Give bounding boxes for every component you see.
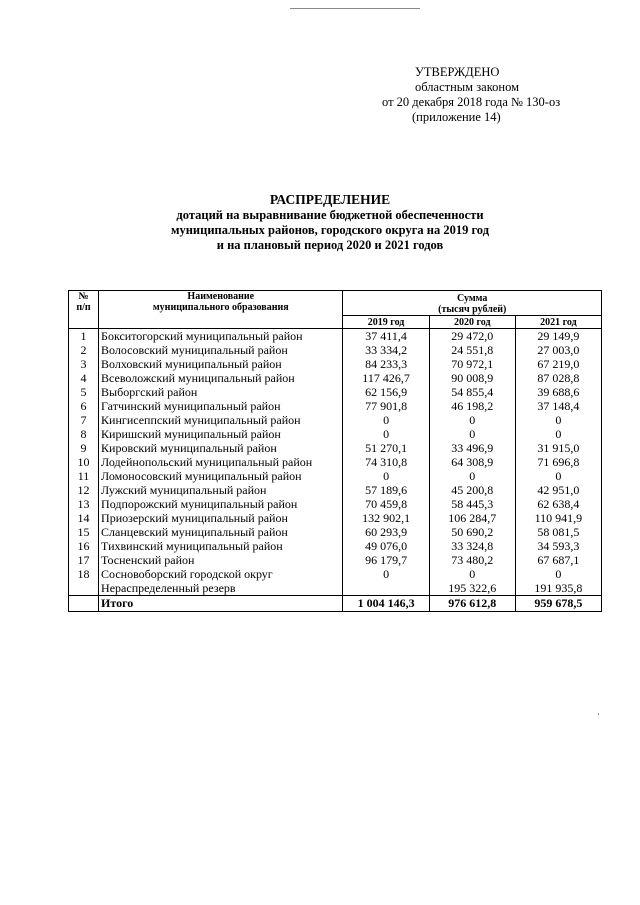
row-value-2019 <box>343 581 429 596</box>
row-value-2020: 0 <box>429 427 515 441</box>
table-row <box>69 399 602 413</box>
row-name: Волосовский муниципальный район <box>99 343 343 357</box>
row-number: 18 <box>69 567 99 581</box>
row-name: Лодейнопольский муниципальный район <box>99 455 343 469</box>
row-value-2021: 29 149,9 <box>515 329 601 344</box>
row-value-2019: 132 902,1 <box>343 511 429 525</box>
table-row <box>69 483 602 497</box>
row-number: 9 <box>69 441 99 455</box>
row-name: Тосненский район <box>99 553 343 567</box>
table-row <box>69 371 602 385</box>
header-year-2021: 2021 год <box>515 316 601 329</box>
header-number-abbr: п/п <box>76 302 91 313</box>
row-name: Кингисеппский муниципальный район <box>99 413 343 427</box>
approval-line-4: (приложение 14) <box>412 110 501 124</box>
row-value-2020: 29 472,0 <box>429 329 515 344</box>
row-number: 11 <box>69 469 99 483</box>
row-name: Всеволожский муниципальный район <box>99 371 343 385</box>
header-year-2019: 2019 год <box>343 316 429 329</box>
row-value-2020: 58 445,3 <box>429 497 515 511</box>
row-value-2019: 117 426,7 <box>343 371 429 385</box>
total-row <box>69 596 602 612</box>
row-value-2020: 106 284,7 <box>429 511 515 525</box>
approval-line-3: от 20 декабря 2018 года № 130-оз <box>382 95 561 109</box>
row-value-2020: 33 324,8 <box>429 539 515 553</box>
header-name <box>99 291 343 329</box>
row-value-2020: 54 855,4 <box>429 385 515 399</box>
total-2021: 959 678,5 <box>515 596 601 612</box>
row-name: Сосновоборский городской округ <box>99 567 343 581</box>
row-value-2019: 49 076,0 <box>343 539 429 553</box>
table-row <box>69 343 602 357</box>
row-value-2019: 51 270,1 <box>343 441 429 455</box>
row-number: 7 <box>69 413 99 427</box>
table-row <box>69 455 602 469</box>
row-value-2021: 62 638,4 <box>515 497 601 511</box>
total-label: Итого <box>99 596 343 612</box>
row-value-2020: 90 008,9 <box>429 371 515 385</box>
row-number: 8 <box>69 427 99 441</box>
row-value-2020: 50 690,2 <box>429 525 515 539</box>
row-value-2021: 0 <box>515 469 601 483</box>
total-2019: 1 004 146,3 <box>343 596 429 612</box>
document-title <box>60 192 600 253</box>
approval-stamp <box>370 65 630 125</box>
row-name: Нераспределенный резерв <box>99 581 343 596</box>
table-row <box>69 357 602 371</box>
header-sum-line-2: (тысяч рублей) <box>438 304 507 315</box>
row-name: Сланцевский муниципальный район <box>99 525 343 539</box>
row-number: 14 <box>69 511 99 525</box>
row-value-2020: 195 322,6 <box>429 581 515 596</box>
row-value-2020: 73 480,2 <box>429 553 515 567</box>
row-value-2020: 0 <box>429 567 515 581</box>
row-value-2020: 24 551,8 <box>429 343 515 357</box>
header-number-symbol: № <box>78 291 89 302</box>
row-value-2021: 71 696,8 <box>515 455 601 469</box>
table-row <box>69 539 602 553</box>
row-name: Киришский муниципальный район <box>99 427 343 441</box>
row-number: 15 <box>69 525 99 539</box>
row-value-2019: 0 <box>343 427 429 441</box>
title-heading: РАСПРЕДЕЛЕНИЕ <box>269 192 391 207</box>
row-name: Выборгский район <box>99 385 343 399</box>
row-value-2020: 70 972,1 <box>429 357 515 371</box>
row-number: 12 <box>69 483 99 497</box>
row-name: Волховский муниципальный район <box>99 357 343 371</box>
row-name: Лужский муниципальный район <box>99 483 343 497</box>
row-value-2021: 0 <box>515 427 601 441</box>
row-value-2020: 64 308,9 <box>429 455 515 469</box>
row-value-2021: 58 081,5 <box>515 525 601 539</box>
title-line-3: и на плановый период 2020 и 2021 годов <box>216 238 444 252</box>
row-value-2021: 42 951,0 <box>515 483 601 497</box>
row-value-2021: 27 003,0 <box>515 343 601 357</box>
row-value-2019: 0 <box>343 469 429 483</box>
row-number: 2 <box>69 343 99 357</box>
header-name-line-2: муниципального образования <box>152 302 289 313</box>
row-number: 17 <box>69 553 99 567</box>
row-value-2020: 45 200,8 <box>429 483 515 497</box>
table-row <box>69 525 602 539</box>
total-2020: 976 612,8 <box>429 596 515 612</box>
row-value-2021: 67 219,0 <box>515 357 601 371</box>
row-value-2021: 31 915,0 <box>515 441 601 455</box>
row-value-2021: 87 028,8 <box>515 371 601 385</box>
row-number: 3 <box>69 357 99 371</box>
row-value-2021: 67 687,1 <box>515 553 601 567</box>
table-row <box>69 511 602 525</box>
header-sum-line-1: Сумма <box>457 293 488 304</box>
header-sum <box>343 291 602 316</box>
approval-line-1: УТВЕРЖДЕНО <box>415 65 500 79</box>
row-value-2019: 70 459,8 <box>343 497 429 511</box>
row-value-2021: 191 935,8 <box>515 581 601 596</box>
row-value-2019: 0 <box>343 413 429 427</box>
table-row <box>69 413 602 427</box>
table-row <box>69 581 602 596</box>
row-number: 6 <box>69 399 99 413</box>
row-value-2021: 37 148,4 <box>515 399 601 413</box>
row-value-2019: 57 189,6 <box>343 483 429 497</box>
row-value-2019: 0 <box>343 567 429 581</box>
title-line-2: муниципальных районов, городского округа на 2019 год <box>170 223 490 237</box>
row-name: Гатчинский муниципальный район <box>99 399 343 413</box>
row-name: Приозерский муниципальный район <box>99 511 343 525</box>
table-row <box>69 469 602 483</box>
top-rule <box>290 8 420 9</box>
table-row <box>69 567 602 581</box>
row-value-2019: 37 411,4 <box>343 329 429 344</box>
row-value-2021: 110 941,9 <box>515 511 601 525</box>
row-value-2020: 33 496,9 <box>429 441 515 455</box>
table-row <box>69 497 602 511</box>
table-row <box>69 427 602 441</box>
row-number: 13 <box>69 497 99 511</box>
row-name: Тихвинский муниципальный район <box>99 539 343 553</box>
row-value-2020: 46 198,2 <box>429 399 515 413</box>
approval-line-2: областным законом <box>415 80 520 94</box>
title-line-1: дотаций на выравнивание бюджетной обеспеченности <box>176 208 484 222</box>
row-name: Подпорожский муниципальный район <box>99 497 343 511</box>
table-body <box>69 329 602 612</box>
table-row <box>69 385 602 399</box>
row-value-2019: 74 310,8 <box>343 455 429 469</box>
row-number: 5 <box>69 385 99 399</box>
row-value-2020: 0 <box>429 413 515 427</box>
row-value-2021: 39 688,6 <box>515 385 601 399</box>
row-value-2021: 0 <box>515 567 601 581</box>
row-value-2019: 33 334,2 <box>343 343 429 357</box>
row-value-2021: 0 <box>515 413 601 427</box>
row-name: Бокситогорский муниципальный район <box>99 329 343 344</box>
row-number: 1 <box>69 329 99 344</box>
row-name: Кировский муниципальный район <box>99 441 343 455</box>
row-number <box>69 581 99 596</box>
row-number: 10 <box>69 455 99 469</box>
table-row <box>69 441 602 455</box>
scan-speck <box>598 713 599 715</box>
row-value-2019: 84 233,3 <box>343 357 429 371</box>
header-year-2020: 2020 год <box>429 316 515 329</box>
distribution-table <box>68 290 602 612</box>
row-value-2021: 34 593,3 <box>515 539 601 553</box>
row-value-2019: 77 901,8 <box>343 399 429 413</box>
row-number: 4 <box>69 371 99 385</box>
row-number: 16 <box>69 539 99 553</box>
header-number <box>69 291 99 329</box>
header-name-line-1: Наименование <box>187 291 255 302</box>
row-value-2020: 0 <box>429 469 515 483</box>
total-number <box>69 596 99 612</box>
row-value-2019: 62 156,9 <box>343 385 429 399</box>
row-value-2019: 96 179,7 <box>343 553 429 567</box>
row-name: Ломоносовский муниципальный район <box>99 469 343 483</box>
row-value-2019: 60 293,9 <box>343 525 429 539</box>
table-row <box>69 553 602 567</box>
table-row <box>69 329 602 344</box>
